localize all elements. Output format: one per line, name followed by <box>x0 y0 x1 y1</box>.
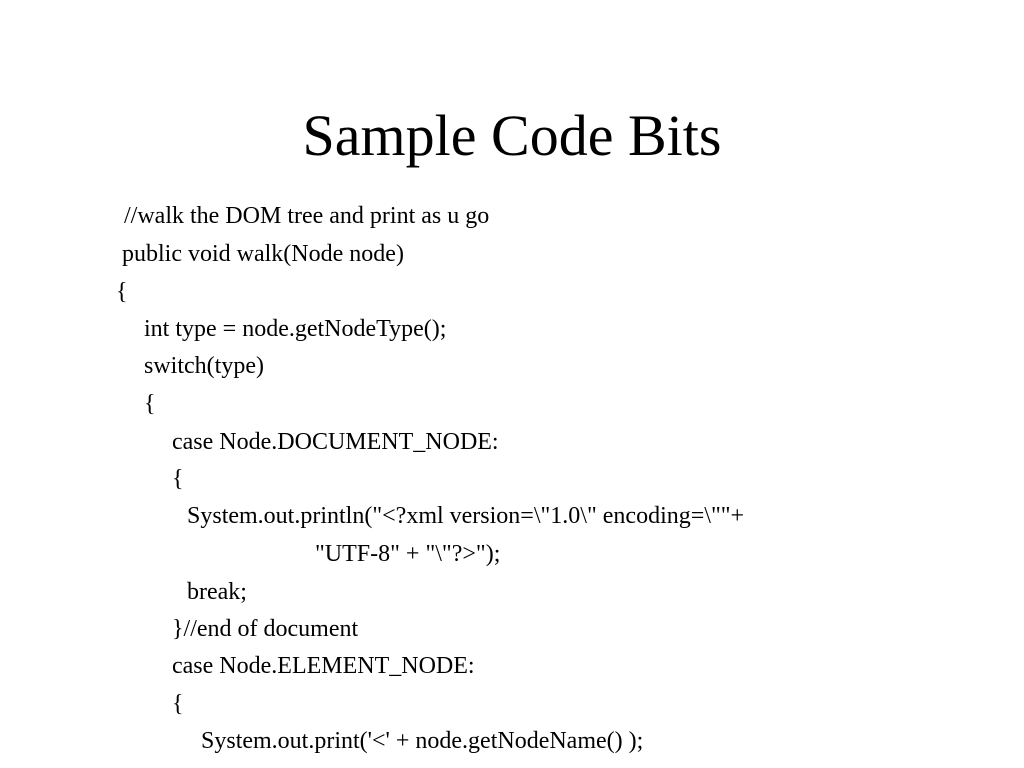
code-line: "UTF-8" + "\"?>"); <box>315 541 501 567</box>
code-line: { <box>116 279 128 305</box>
code-line: public void walk(Node node) <box>122 241 404 267</box>
code-line: //walk the DOM tree and print as u go <box>124 203 490 229</box>
code-line: case Node.ELEMENT_NODE: <box>172 653 475 679</box>
code-line: { <box>172 466 184 492</box>
code-line: { <box>144 391 156 417</box>
code-line: System.out.print('<' + node.getNodeName() ); <box>201 728 644 754</box>
slide-title: Sample Code Bits <box>302 103 722 168</box>
code-line: break; <box>187 579 247 605</box>
code-line: }//end of document <box>172 616 359 642</box>
code-line: switch(type) <box>144 353 264 379</box>
code-line: case Node.DOCUMENT_NODE: <box>172 429 499 455</box>
code-line: { <box>172 691 184 717</box>
code-line: System.out.println("<?xml version=\"1.0\" encoding=\""+ <box>187 503 745 529</box>
code-line: int type = node.getNodeType(); <box>144 316 447 342</box>
